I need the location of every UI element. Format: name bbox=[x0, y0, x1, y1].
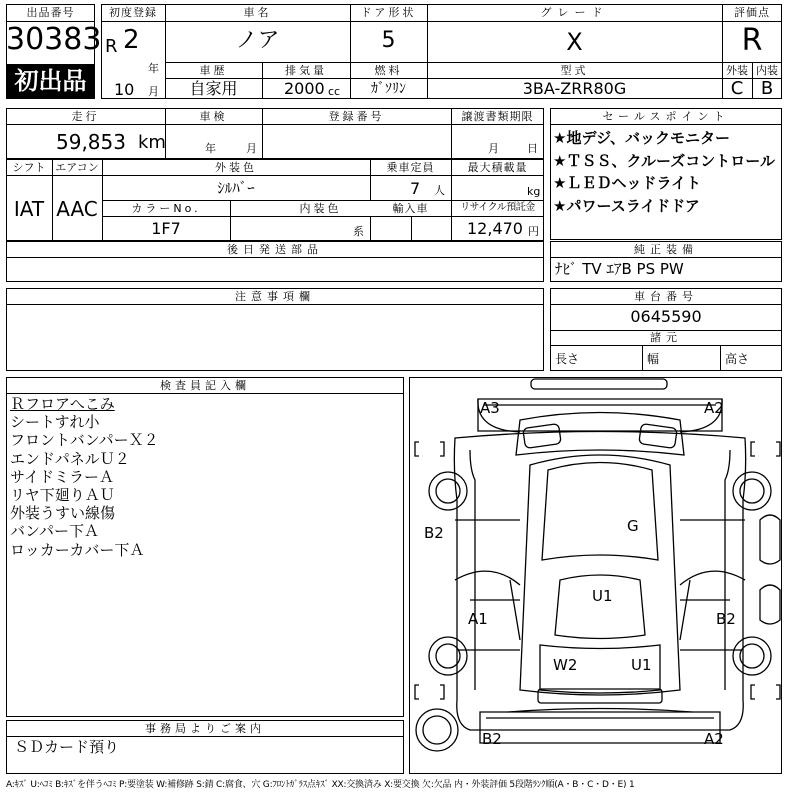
score-label: 評価点 bbox=[734, 6, 770, 19]
damage-mark: W2 bbox=[553, 656, 578, 674]
import-label: 輸入車 bbox=[392, 202, 429, 215]
damage-mark: U1 bbox=[592, 587, 613, 605]
displacement-value: 2000 bbox=[284, 79, 325, 98]
grade-label: グレード bbox=[540, 6, 609, 19]
later-parts-label: 後日発送部品 bbox=[227, 243, 323, 256]
sales-points-label: セールスポイント bbox=[602, 110, 730, 123]
sales-point: ★ＬＥＤヘッドライト bbox=[553, 174, 701, 192]
car-name-value: ノア bbox=[235, 28, 280, 53]
inspector-note: サイドミラーＡ bbox=[10, 467, 114, 486]
aircon-value: AAC bbox=[56, 197, 98, 221]
registration-year-unit: 年 bbox=[148, 62, 159, 75]
color-no-label: カラーNo. bbox=[131, 202, 201, 215]
chassis-value: 0645590 bbox=[630, 307, 702, 326]
mileage-label: 走行 bbox=[71, 110, 100, 123]
inspection-month-unit: 月 bbox=[246, 142, 257, 155]
mileage-value: 59,853 bbox=[56, 130, 126, 154]
dimension-height-label: 高さ bbox=[725, 352, 750, 366]
damage-mark: B2 bbox=[424, 524, 444, 542]
capacity-unit: 人 bbox=[434, 184, 445, 197]
grade-value: X bbox=[566, 28, 583, 56]
interior-color-unit: 系 bbox=[353, 225, 364, 238]
displacement-unit: cc bbox=[328, 85, 341, 98]
model-value: 3BA-ZRR80G bbox=[522, 79, 627, 98]
first-listing-badge: 初出品 bbox=[7, 64, 94, 98]
equipment-value: ﾅﾋﾞ TV ｴｱB PS PW bbox=[555, 260, 684, 278]
interior-score-label: 内装 bbox=[756, 64, 778, 77]
inspector-note: Ｒフロアへこみ bbox=[10, 395, 115, 413]
damage-mark: G bbox=[627, 517, 639, 535]
inspector-note: シートすれ小 bbox=[10, 413, 100, 432]
recycle-unit: 円 bbox=[528, 225, 539, 238]
inspector-notes bbox=[10, 395, 400, 559]
registration-month-unit: 月 bbox=[148, 85, 159, 98]
doors-label: ドア形状 bbox=[360, 6, 417, 19]
transfer-day-unit: 日 bbox=[527, 142, 538, 155]
exterior-score: C bbox=[730, 78, 744, 99]
chassis-label: 車台番号 bbox=[634, 290, 698, 303]
transfer-month-unit: 月 bbox=[488, 142, 499, 155]
history-value: 自家用 bbox=[189, 79, 238, 98]
caution-label: 注意事項欄 bbox=[235, 290, 315, 303]
inspection-label: 車検 bbox=[199, 110, 228, 123]
shift-label: シフト bbox=[12, 161, 46, 174]
model-label: 型式 bbox=[560, 64, 589, 77]
fuel-label: 燃料 bbox=[374, 64, 403, 77]
dimension-length-label: 長さ bbox=[555, 352, 580, 366]
mileage-unit: km bbox=[138, 132, 166, 153]
transfer-label: 譲渡書類期限 bbox=[461, 110, 534, 123]
damage-mark: A1 bbox=[468, 610, 488, 628]
inspector-note: フロントバンパーＸ２ bbox=[10, 431, 159, 450]
office-value: ＳＤカード預り bbox=[14, 738, 120, 756]
inspector-note: ロッカーカバー下Ａ bbox=[10, 540, 145, 559]
office-label: 事務局よりご案内 bbox=[145, 722, 265, 735]
interior-score: B bbox=[760, 78, 774, 99]
displacement-label: 排気量 bbox=[285, 64, 327, 77]
recycle-label: リサイクル預託金 bbox=[460, 202, 535, 213]
dimension-width-label: 幅 bbox=[647, 352, 660, 366]
inspector-label: 検査員記入欄 bbox=[160, 379, 250, 392]
equipment-label: 純正装備 bbox=[634, 243, 698, 256]
color-no-value: 1F7 bbox=[151, 219, 181, 238]
dimensions-label: 諸元 bbox=[650, 331, 682, 344]
inspector-note: エンドパネルＵ２ bbox=[10, 449, 130, 468]
plate-label: 登録番号 bbox=[328, 110, 385, 123]
doors-value: 5 bbox=[381, 28, 396, 53]
aircon-label: エアコン bbox=[55, 161, 99, 174]
damage-mark: U1 bbox=[631, 656, 652, 674]
fuel-value: ｶﾞｿﾘﾝ bbox=[371, 81, 406, 97]
registration-year: 2 bbox=[123, 25, 140, 55]
sales-point: ★地デジ、バックモニター bbox=[553, 129, 730, 147]
exterior-score-label: 外装 bbox=[726, 64, 748, 77]
damage-mark: A2 bbox=[704, 730, 724, 748]
lot-label: 出品番号 bbox=[26, 6, 75, 19]
score-value: R bbox=[741, 23, 763, 58]
car-diagram bbox=[409, 377, 782, 774]
load-label: 最大積載量 bbox=[467, 161, 528, 174]
damage-mark: A2 bbox=[704, 399, 724, 417]
lot-number: 30383 bbox=[6, 22, 102, 57]
history-label: 車歴 bbox=[199, 64, 228, 77]
capacity-label: 乗車定員 bbox=[386, 161, 435, 174]
shift-value: IAT bbox=[13, 197, 45, 221]
registration-era: R bbox=[105, 36, 118, 57]
damage-mark: A3 bbox=[480, 399, 500, 417]
legend-text: A:ｷｽﾞ U:ﾍｺﾐ B:ｷｽﾞを伴うﾍｺﾐ P:要塗装 W:補修跡 S:錆 C:腐食、穴 G:ﾌﾛﾝﾄｶﾞﾗｽ点ｷｽﾞ XX:交換済み X:要交換 欠:欠品 内・外装評価 5段階ﾗﾝｸ順(A・B・C・D・E) 1 bbox=[6, 780, 635, 790]
capacity-value: 7 bbox=[410, 179, 421, 198]
sales-point: ★パワースライドドア bbox=[553, 196, 700, 215]
exterior-color-value: ｼﾙﾊﾞｰ bbox=[217, 179, 255, 197]
interior-color-label: 内装色 bbox=[299, 202, 342, 215]
registration-label: 初度登録 bbox=[109, 6, 157, 19]
load-unit: kg bbox=[527, 185, 541, 198]
damage-mark: B2 bbox=[716, 610, 736, 628]
inspector-note: 外装うすい線傷 bbox=[10, 504, 116, 523]
registration-month: 10 bbox=[114, 80, 135, 99]
inspector-note: リヤ下廻りＡＵ bbox=[10, 486, 115, 505]
exterior-color-label: 外装色 bbox=[215, 161, 257, 174]
inspection-year-unit: 年 bbox=[205, 142, 216, 155]
damage-mark: B2 bbox=[482, 730, 502, 748]
recycle-value: 12,470 bbox=[467, 219, 523, 238]
car-name-label: 車名 bbox=[243, 6, 272, 19]
inspector-note: バンパー下Ａ bbox=[10, 522, 99, 541]
sales-points-list bbox=[553, 127, 781, 217]
sales-point: ★ＴＳＳ、クルーズコントロール bbox=[553, 151, 775, 170]
